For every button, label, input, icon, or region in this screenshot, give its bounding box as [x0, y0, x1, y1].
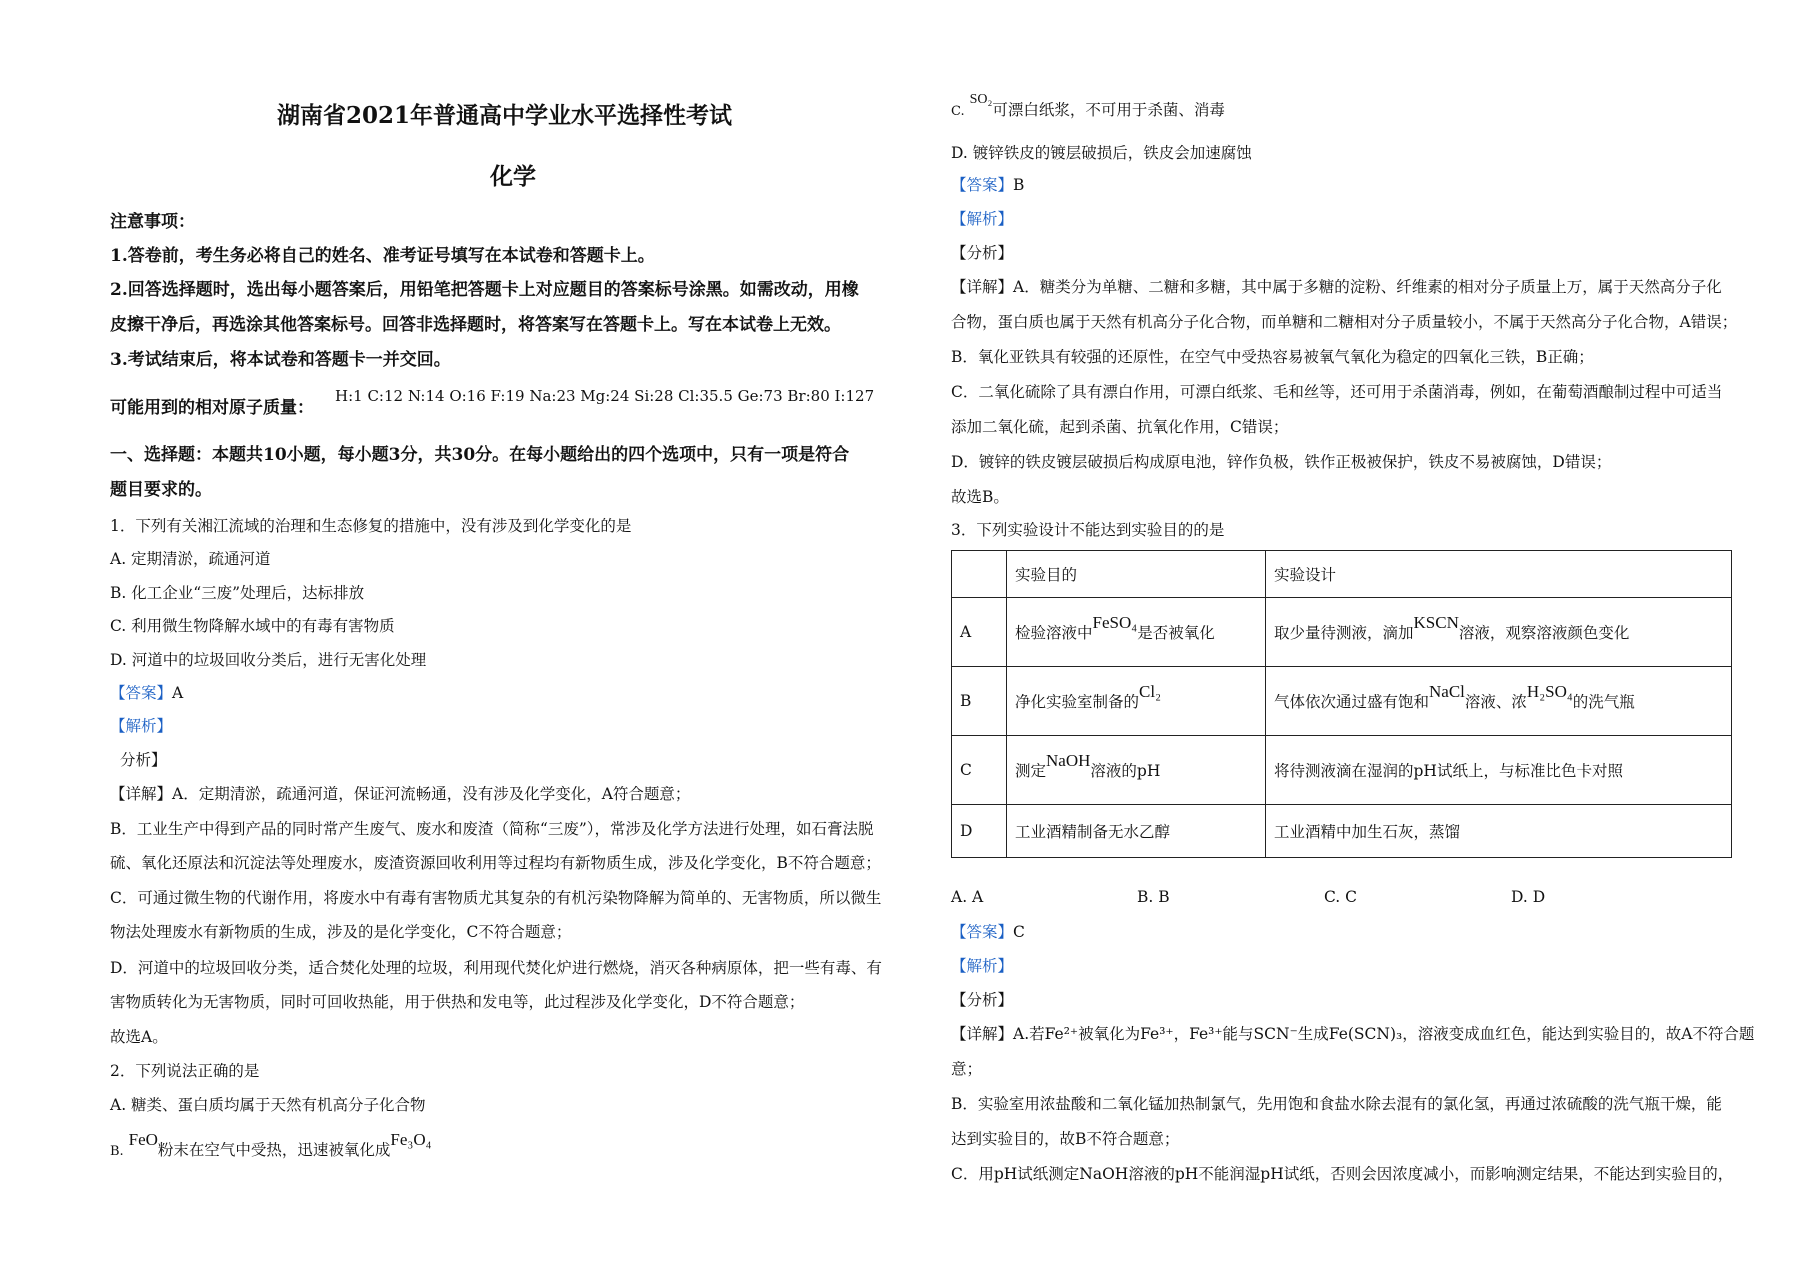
- table-row: [952, 598, 1732, 667]
- q1-detail-line: B．工业生产中得到产品的同时常产生废气、废水和废渣（简称“三废”），常涉及化学方法进行处理，如石膏法脱: [110, 820, 874, 838]
- q2-option-d: D. 镀锌铁皮的镀层破损后，铁皮会加速腐蚀: [951, 144, 1252, 162]
- q2-detail-line: B．氧化亚铁具有较强的还原性，在空气中受热容易被氧气氧化为稳定的四氧化三铁，B正确；: [951, 348, 1594, 366]
- q1-detail-line: 硫、氧化还原法和沉淀法等处理废水，废渣资源回收利用等过程均有新物质生成，涉及化学变化，B不符合题意；: [110, 854, 881, 872]
- q2-detail-line: 合物，蛋白质也属于天然有机高分子化合物，而单糖和二糖相对分子质量较小，不属于天然高分子化合物，A错误；: [951, 313, 1738, 331]
- row-label: D: [952, 805, 1007, 858]
- purpose-cell: [1007, 598, 1266, 667]
- q1-analysis-tag: 【解析】: [110, 717, 173, 735]
- table-row: [952, 667, 1732, 736]
- chem-formula: Fe₃O₄: [390, 1130, 432, 1149]
- chem-formula: Cl₂: [1139, 682, 1162, 701]
- q2-option-a: A. 糖类、蛋白质均属于天然有机高分子化合物: [110, 1096, 426, 1114]
- table-header-row: [952, 551, 1732, 598]
- q1-option-d: D. 河道中的垃圾回收分类后，进行无害化处理: [110, 651, 427, 669]
- page-title: 湖南省2021年普通高中学业水平选择性考试: [277, 102, 733, 129]
- design-cell: 将待测液滴在湿润的pH试纸上，与标准比色卡对照: [1266, 736, 1732, 805]
- row-label: C: [952, 736, 1007, 805]
- cell-text: 是否被氧化: [1137, 624, 1215, 642]
- q1-option-c: C. 利用微生物降解水域中的有毒有害物质: [110, 617, 395, 635]
- q3-answer: [951, 922, 1025, 942]
- answer-tag: 【答案】: [110, 684, 173, 702]
- q2-stem: 2．下列说法正确的是: [110, 1062, 260, 1080]
- q1-detail-line: 物法处理废水有新物质的生成，涉及的是化学变化，C不符合题意；: [110, 923, 572, 941]
- detail-text: A．糖类分为单糖、二糖和多糖，其中属于多糖的淀粉、纤维素的相对分子质量上万，属于天然高分子化: [1013, 278, 1722, 296]
- experiment-table: [951, 550, 1732, 858]
- q1-stem: 1．下列有关湘江流域的治理和生态修复的措施中，没有涉及到化学变化的是: [110, 517, 632, 535]
- option-text: 粉末在空气中受热，迅速被氧化成: [157, 1141, 391, 1159]
- q3-stem: 3．下列实验设计不能达到实验目的的是: [951, 521, 1225, 539]
- q3-option-a: A. A: [951, 888, 984, 906]
- q3-option-b: B. B: [1137, 888, 1170, 906]
- header-cell: 实验设计: [1266, 551, 1732, 598]
- q2-option-b: [110, 1130, 432, 1162]
- cell-text: 溶液、浓: [1464, 693, 1527, 711]
- chem-formula: FeO: [128, 1130, 158, 1149]
- cell-text: 取少量待测液，滴加: [1274, 624, 1414, 642]
- cell-text: 检验溶液中: [1015, 624, 1093, 642]
- cell-text: 净化实验室制备的: [1015, 693, 1140, 711]
- q1-option-a: A. 定期清淤，疏通河道: [110, 550, 271, 568]
- q1-detail: [110, 784, 690, 804]
- q2-detail-line: D．镀锌的铁皮镀层破损后构成原电池，锌作负极，铁作正极被保护，铁皮不易被腐蚀，D错误；: [951, 453, 1612, 471]
- section-heading: 一、选择题：本题共10小题，每小题3分，共30分。在每小题给出的四个选项中，只有一项是符合: [110, 445, 850, 465]
- design-cell: 工业酒精中加生石灰，蒸馏: [1266, 805, 1732, 858]
- q3-detail-line: 意；: [951, 1060, 983, 1078]
- table-row: [952, 805, 1732, 858]
- q2-detail-line: C．二氧化硫除了具有漂白作用，可漂白纸浆、毛和丝等，还可用于杀菌消毒，例如，在葡萄酒酿制过程中可适当: [951, 383, 1723, 401]
- notice-heading: 注意事项：: [110, 212, 195, 232]
- q2-answer: [951, 175, 1024, 195]
- header-cell: 实验目的: [1007, 551, 1266, 598]
- q1-detail-line: C．可通过微生物的代谢作用，将废水中有毒有害物质尤其复杂的有机污染物降解为简单的、无害物质，所以微生: [110, 889, 882, 907]
- atomic-mass-values: H:1 C:12 N:14 O:16 F:19 Na:23 Mg:24 Si:28 Cl:35.5 Ge:73 Br:80 I:127: [335, 387, 875, 405]
- q1-option-b: B. 化工企业“三废”处理后，达标排放: [110, 584, 365, 602]
- q3-fenxi: 【分析】: [951, 991, 1014, 1009]
- section-heading-cont: 题目要求的。: [110, 480, 212, 500]
- chem-formula: FeSO₄: [1092, 613, 1138, 632]
- q1-answer: [110, 683, 183, 703]
- answer-tag: 【答案】: [951, 923, 1014, 941]
- cell-text: 气体依次通过盛有饱和: [1274, 693, 1430, 711]
- q2-fenxi: 【分析】: [951, 244, 1014, 262]
- row-label: B: [952, 667, 1007, 736]
- q3-detail-line: 达到实验目的，故B不符合题意；: [951, 1130, 1180, 1148]
- q1-fenxi: 分析】: [120, 751, 167, 769]
- answer-value: B: [1013, 176, 1025, 194]
- q2-detail-line: 添加二氧化硫，起到杀菌、抗氧化作用，C错误；: [951, 418, 1289, 436]
- detail-tag: 【详解】: [110, 785, 173, 803]
- purpose-cell: [1007, 736, 1266, 805]
- q3-option-d: D. D: [1511, 888, 1546, 906]
- chem-formula: NaOH: [1046, 751, 1091, 770]
- notice-item: 3.考试结束后，将本试卷和答题卡一并交回。: [110, 350, 451, 370]
- cell-text: 的洗气瓶: [1572, 693, 1635, 711]
- detail-text: A．定期清淤，疏通河道，保证河流畅通，没有涉及化学变化，A符合题意；: [172, 785, 691, 803]
- header-cell: [952, 551, 1007, 598]
- q2-detail-line: 故选B。: [951, 488, 1009, 506]
- q2-option-c: [951, 92, 1225, 122]
- notice-item: 2.回答选择题时，选出每小题答案后，用铅笔把答题卡上对应题目的答案标号涂黑。如需改动，用橡: [110, 280, 859, 300]
- q3-detail: [951, 1024, 1754, 1044]
- subject-title: 化学: [490, 163, 536, 190]
- row-label: A: [952, 598, 1007, 667]
- option-letter: B.: [110, 1144, 124, 1159]
- q1-detail-line: 害物质转化为无害物质，同时可回收热能，用于供热和发电等，此过程涉及化学变化，D不符合题意；: [110, 993, 805, 1011]
- detail-text: A.若Fe²⁺被氧化为Fe³⁺，Fe³⁺能与SCN⁻生成Fe(SCN)₃，溶液变成血红色，能达到实验目的，故A不符合题: [1013, 1025, 1755, 1043]
- table-row: [952, 736, 1732, 805]
- detail-tag: 【详解】: [951, 1025, 1014, 1043]
- q3-option-c: C. C: [1324, 888, 1358, 906]
- answer-value: A: [172, 684, 184, 702]
- answer-tag: 【答案】: [951, 176, 1014, 194]
- q3-detail-line: B．实验室用浓盐酸和二氧化锰加热制氯气，先用饱和食盐水除去混有的氯化氢，再通过浓硫酸的洗气瓶干燥，能: [951, 1095, 1722, 1113]
- cell-text: 溶液，观察溶液颜色变化: [1458, 624, 1630, 642]
- q2-analysis-tag: 【解析】: [951, 210, 1014, 228]
- detail-tag: 【详解】: [951, 278, 1014, 296]
- cell-text: 测定: [1015, 762, 1047, 780]
- chem-formula: H₂SO₄: [1526, 682, 1573, 701]
- q3-analysis-tag: 【解析】: [951, 957, 1014, 975]
- chem-formula: NaCl: [1429, 682, 1465, 701]
- design-cell: [1266, 667, 1732, 736]
- purpose-cell: [1007, 667, 1266, 736]
- q1-detail-line: 故选A。: [110, 1028, 168, 1046]
- option-letter: C.: [951, 104, 965, 119]
- chem-formula: KSCN: [1413, 613, 1459, 632]
- q3-detail-line: C．用pH试纸测定NaOH溶液的pH不能润湿pH试纸，否则会因浓度减小，而影响测定结果，不能达到实验目的，: [951, 1165, 1734, 1183]
- purpose-cell: 工业酒精制备无水乙醇: [1007, 805, 1266, 858]
- atomic-mass-label: 可能用到的相对原子质量：: [110, 398, 314, 418]
- answer-value: C: [1013, 923, 1025, 941]
- cell-text: 溶液的pH: [1090, 762, 1161, 780]
- notice-item: 1.答卷前，考生务必将自己的姓名、准考证号填写在本试卷和答题卡上。: [110, 246, 655, 266]
- chem-formula: SO₂: [969, 92, 993, 107]
- q1-detail-line: D．河道中的垃圾回收分类，适合焚化处理的垃圾，利用现代焚化炉进行燃烧，消灭各种病原体，把一些有毒、有: [110, 959, 882, 977]
- design-cell: [1266, 598, 1732, 667]
- q2-detail: [951, 277, 1722, 297]
- option-text: 可漂白纸浆，不可用于杀菌、消毒: [992, 101, 1225, 119]
- notice-item: 皮擦干净后，再选涂其他答案标号。回答非选择题时，将答案写在答题卡上。写在本试卷上无效。: [110, 315, 841, 335]
